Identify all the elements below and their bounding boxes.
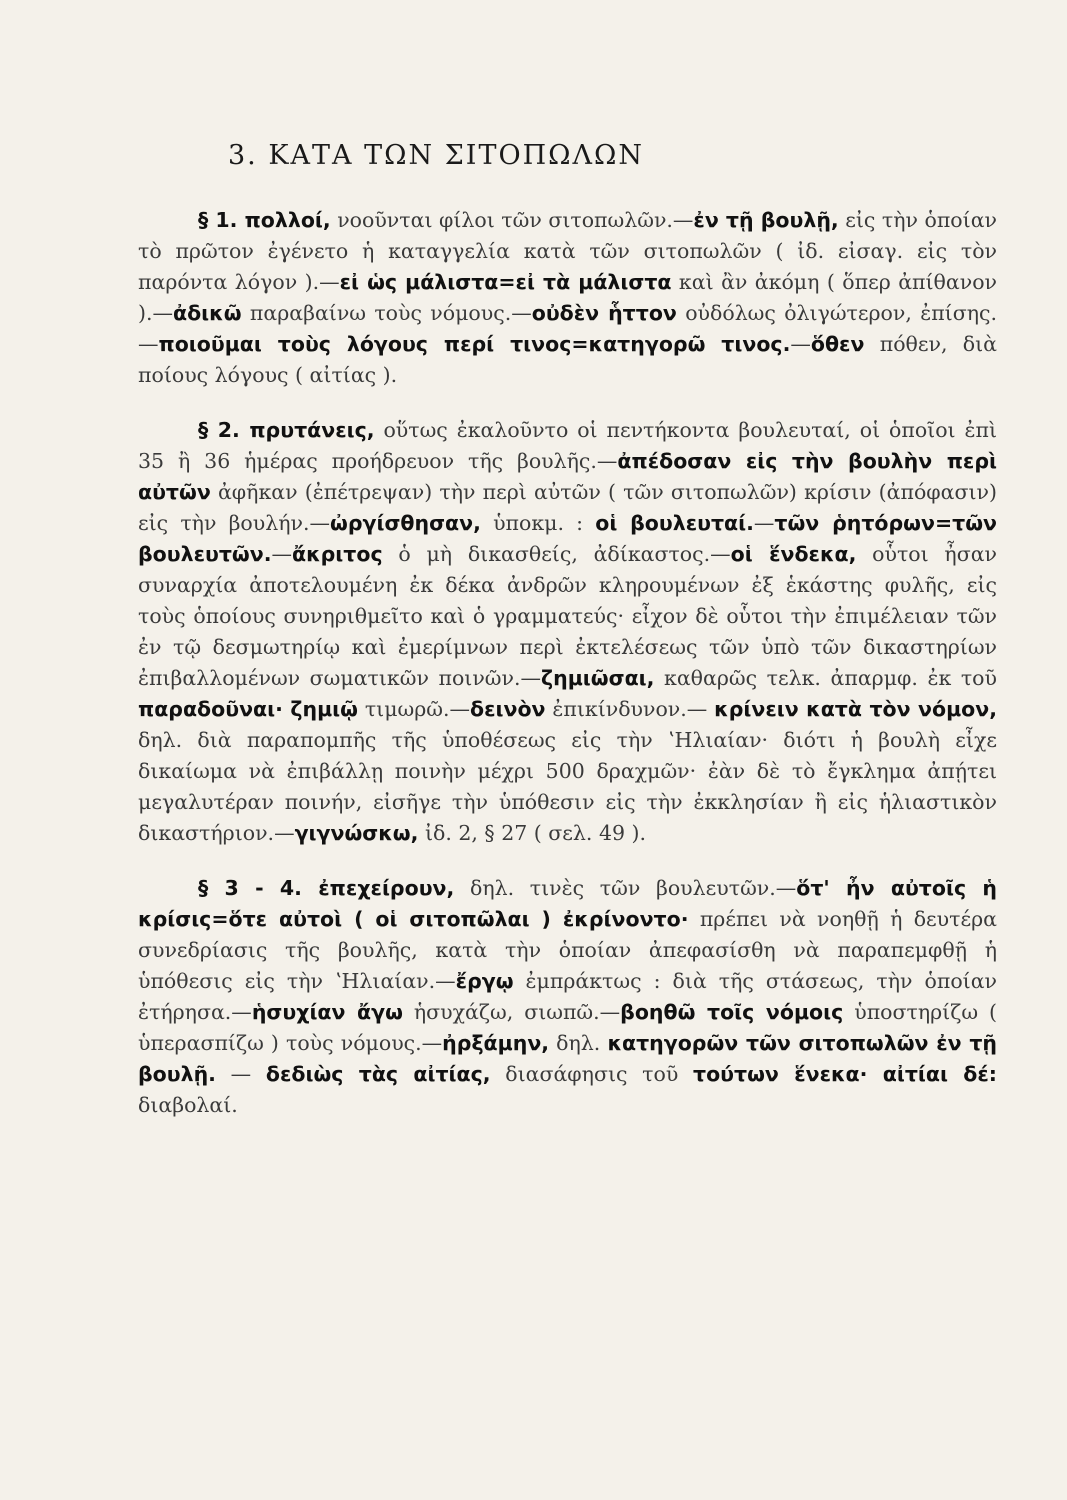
- gloss-text: οὗτοι ἦσαν συναρχία ἀποτελουμένη ἐκ δέκα ἀνδρῶν κληρουμένων ἐξ ἑκάστης φυλῆς, εἰς τοὺς ὁποίους συνηριθμεῖτο καὶ ὁ γραμματεύς· εἶχον δὲ οὗτοι τὴν ἐπιμέλειαν τῶν ἐν τῷ δεσμωτηρίῳ καὶ ἐμερίμνων περὶ ἐκτελέσεως τῶν ὑπὸ τῶν δικαστηρίων ἐπιβαλλομένων σωματικῶν ποινῶν.—: [138, 542, 998, 690]
- lemma-term: τῶν ῥητόρων=τῶν βουλευτῶν.: [138, 511, 997, 566]
- lemma-term: εἰ ὡς μάλιστα=εἰ τὰ μάλιστα: [339, 270, 672, 294]
- lemma-term: ἀδικῶ: [173, 301, 242, 325]
- gloss-text: καθαρῶς τελκ. ἀπαρμφ. ἐκ τοῦ: [654, 666, 997, 690]
- gloss-text: οὐδόλως ὀλιγώτερον, ἐπίσης.—: [138, 301, 997, 356]
- lemma-term: ἀπέδοσαν εἰς τὴν βουλὴν περὶ αὐτῶν: [138, 449, 997, 504]
- commentary-paragraph: [138, 415, 997, 849]
- gloss-text: δηλ.: [549, 1031, 608, 1055]
- lemma-term: ἡσυχίαν ἄγω: [251, 1000, 403, 1024]
- gloss-text: καὶ ἂν ἀκόμη ( ὅπερ ἀπίθανον ).—: [138, 270, 997, 325]
- gloss-text: ἐμπράκτως : διὰ τῆς στάσεως, τὴν ὁποίαν ἐτήρησα.—: [138, 969, 998, 1024]
- gloss-text: ὁ μὴ δικασθείς, ἀδίκαστος.—: [382, 542, 731, 566]
- chapter-title: 3. ΚΑΤΑ ΤΩΝ ΣΙΤΟΠΩΛΩΝ: [228, 140, 645, 171]
- commentary-paragraph: [138, 873, 997, 1121]
- gloss-text: διαβολαί.: [138, 1093, 238, 1117]
- gloss-text: —: [790, 332, 811, 356]
- commentary-body: [138, 205, 997, 1121]
- lemma-term: παραδοῦναι· ζημιῷ: [138, 697, 358, 721]
- lemma-term: ἠρξάμην,: [442, 1031, 550, 1055]
- lemma-term: γιγνώσκω,: [294, 821, 419, 845]
- lemma-term: ὠργίσθησαν,: [330, 511, 481, 535]
- lemma-term: § 1. πολλοί,: [198, 208, 331, 232]
- gloss-text: πόθεν, διὰ ποίους λόγους ( αἰτίας ).: [138, 332, 997, 387]
- lemma-term: ὅτ' ἦν αὐτοῖς ἡ κρίσις=ὅτε αὐτοὶ ( οἱ σιτοπῶλαι ) ἐκρίνοντο·: [138, 876, 997, 931]
- gloss-text: —: [753, 511, 775, 535]
- gloss-text: πρέπει νὰ νοηθῇ ἡ δευτέρα συνεδρίασις τῆς βουλῆς, κατὰ τὴν ὁποίαν ἀπεφασίσθη νὰ παραπεμφθῇ ἡ ὑπόθεσις εἰς τὴν ʽΗλιαίαν.—: [138, 907, 997, 993]
- gloss-text: ἐπικίνδυνον.—: [545, 697, 715, 721]
- lemma-term: οἱ βουλευταί.: [595, 511, 754, 535]
- lemma-term: ζημιῶσαι,: [541, 666, 655, 690]
- gloss-text: διασάφησις τοῦ: [490, 1062, 694, 1086]
- lemma-term: δεινὸν: [470, 697, 546, 721]
- lemma-term: ἄκριτος: [291, 542, 383, 566]
- lemma-term: οἱ ἕνδεκα,: [730, 542, 857, 566]
- lemma-term: κρίνειν κατὰ τὸν νόμον,: [714, 697, 998, 721]
- lemma-term: δεδιὼς τὰς αἰτίας,: [265, 1062, 491, 1086]
- gloss-text: δηλ. τινὲς τῶν βουλευτῶν.—: [454, 876, 797, 900]
- lemma-term: τούτων ἕνεκα· αἰτίαι δέ:: [693, 1062, 997, 1086]
- lemma-term: ὅθεν: [810, 332, 865, 356]
- lemma-term: βοηθῶ τοῖς νόμοις: [620, 1000, 844, 1024]
- lemma-term: § 3 - 4. ἐπεχείρουν,: [198, 876, 455, 900]
- lemma-term: κατηγορῶν τῶν σιτοπωλῶν ἐν τῇ βουλῇ.: [138, 1031, 998, 1086]
- gloss-text: —: [215, 1062, 266, 1086]
- gloss-text: τιμωρῶ.—: [357, 697, 471, 721]
- gloss-text: δηλ. διὰ παραπομπῆς τῆς ὑποθέσεως εἰς τὴν ʽΗλιαίαν· διότι ἡ βουλὴ εἶχε δικαίωμα νὰ ἐπιβάλλῃ ποινὴν μέχρι 500 δραχμῶν· ἐὰν δὲ τὸ ἔγκλημα ἀπῄτει μεγαλυτέραν ποινήν, εἰσῆγε τὴν ὑπόθεσιν εἰς τὴν ἐκκλησίαν ἢ εἰς ἡλιαστικὸν δικαστήριον.—: [138, 728, 997, 845]
- gloss-text: ἰδ. 2, § 27 ( σελ. 49 ).: [418, 821, 647, 845]
- gloss-text: νοοῦνται φίλοι τῶν σιτοπωλῶν.—: [330, 208, 694, 232]
- gloss-text: ὑποκμ. :: [480, 511, 596, 535]
- gloss-text: εἰς τὴν ὁποίαν τὸ πρῶτον ἐγένετο ἡ καταγγελία κατὰ τῶν σιτοπωλῶν ( ἰδ. εἰσαγ. εἰς τὸν παρόντα λόγον ).—: [138, 208, 997, 294]
- gloss-text: ἡσυχάζω, σιωπῶ.—: [402, 1000, 621, 1024]
- lemma-term: ἐν τῇ βουλῇ,: [693, 208, 839, 232]
- lemma-term: οὐδὲν ἧττον: [531, 301, 677, 325]
- lemma-term: § 2. πρυτάνεις,: [198, 418, 375, 442]
- gloss-text: οὕτως ἐκαλοῦντο οἱ πεντήκοντα βουλευταί, οἱ ὁποῖοι ἐπὶ 35 ἢ 36 ἡμέρας προήδρευον τῆς βουλῆς.—: [138, 418, 997, 473]
- lemma-term: ποιοῦμαι τοὺς λόγους περί τινος=κατηγορῶ τινος.: [158, 332, 791, 356]
- commentary-paragraph: [138, 205, 997, 391]
- gloss-text: ὑποστηρίζω ( ὑπερασπίζω ) τοὺς νόμους.—: [138, 1000, 997, 1055]
- gloss-text: —: [271, 542, 292, 566]
- gloss-text: παραβαίνω τοὺς νόμους.—: [241, 301, 532, 325]
- gloss-text: ἀφῆκαν (ἐπέτρεψαν) τὴν περὶ αὐτῶν ( τῶν σιτοπωλῶν) κρίσιν (ἀπόφασιν) εἰς τὴν βουλήν.—: [138, 480, 997, 535]
- lemma-term: ἔργῳ: [455, 969, 514, 993]
